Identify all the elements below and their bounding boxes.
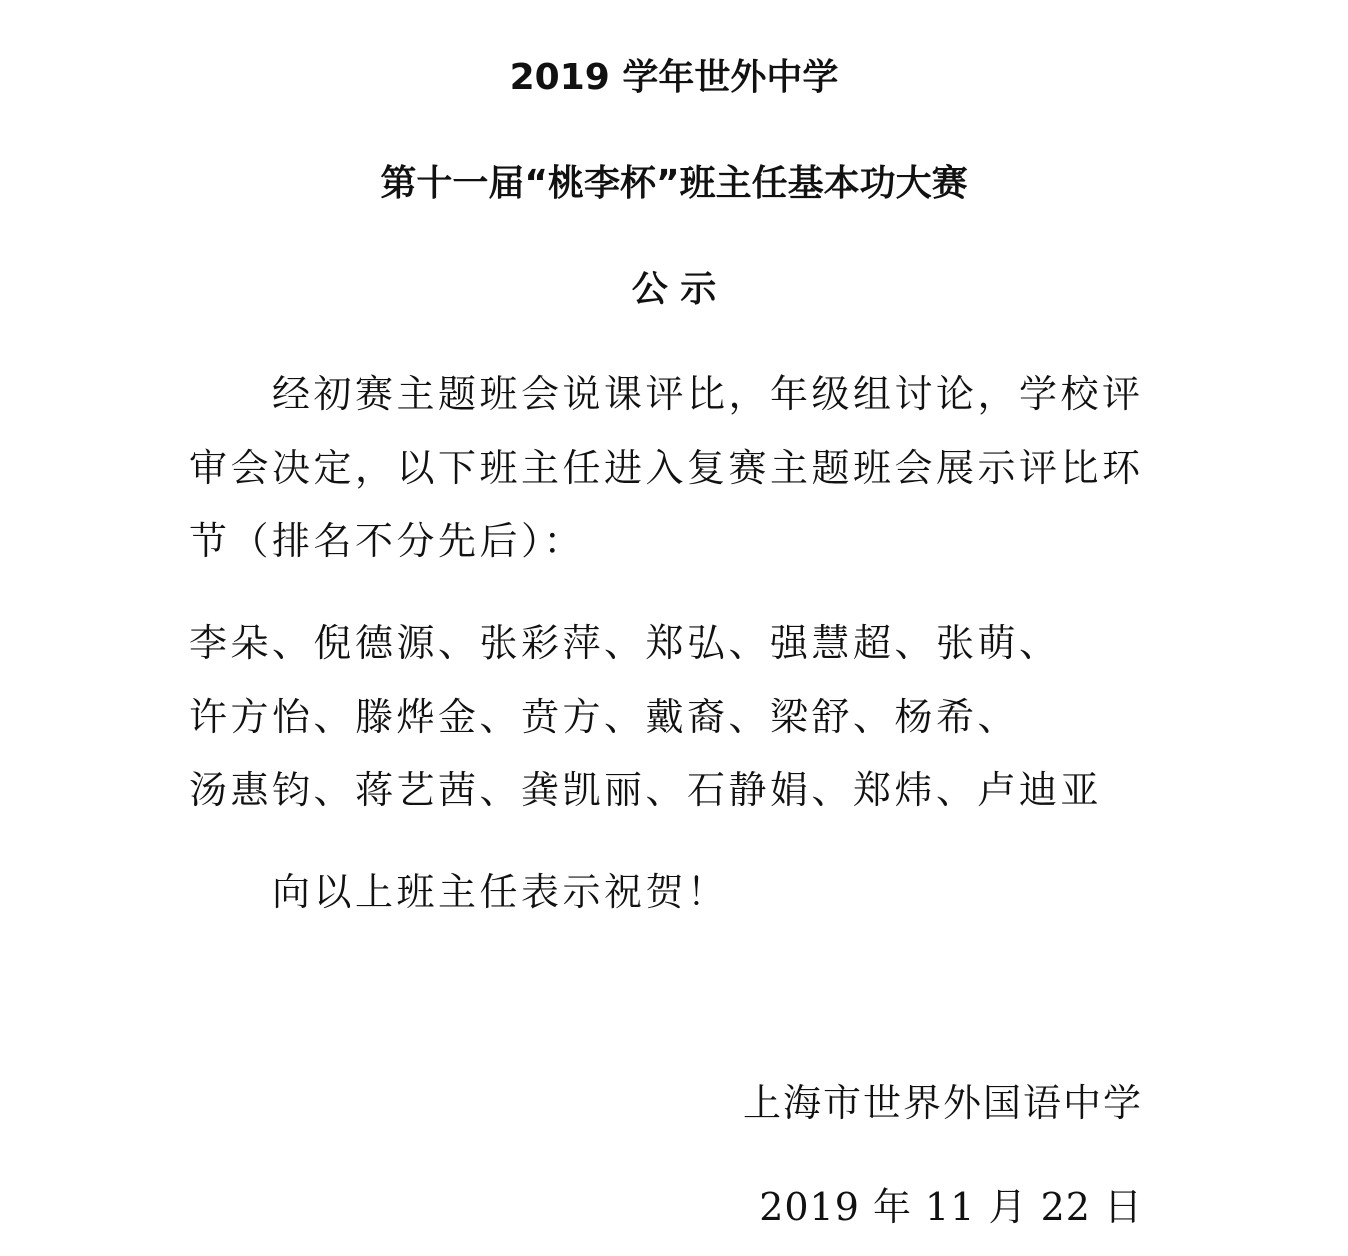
congratulation-line: 向以上班主任表示祝贺！ [272,870,729,914]
signature-organization: 上海市世界外国语中学 [742,1081,1143,1125]
signature-date: 2019 年 11 月 22 日 [759,1185,1143,1229]
notice-heading: 公 示 [631,269,717,310]
intro-paragraph-line: 节（排名不分先后）： [189,519,586,563]
intro-paragraph-line: 经初赛主题班会说课评比，年级组讨论，学校评 [272,372,1144,416]
teacher-names-line: 李朵、倪德源、张彩萍、郑弘、强慧超、张萌、 [189,621,1061,665]
contest-title: 第十一届“桃李杯”班主任基本功大赛 [380,163,968,204]
school-year-title: 2019 学年世外中学 [509,57,839,98]
intro-paragraph-line: 审会决定，以下班主任进入复赛主题班会展示评比环 [189,446,1144,490]
teacher-names-line: 许方怡、滕烨金、贲方、戴裔、梁舒、杨希、 [189,695,1020,739]
teacher-names-line: 汤惠钧、蒋艺茜、龚凯丽、石静娟、郑炜、卢迪亚 [189,768,1103,812]
